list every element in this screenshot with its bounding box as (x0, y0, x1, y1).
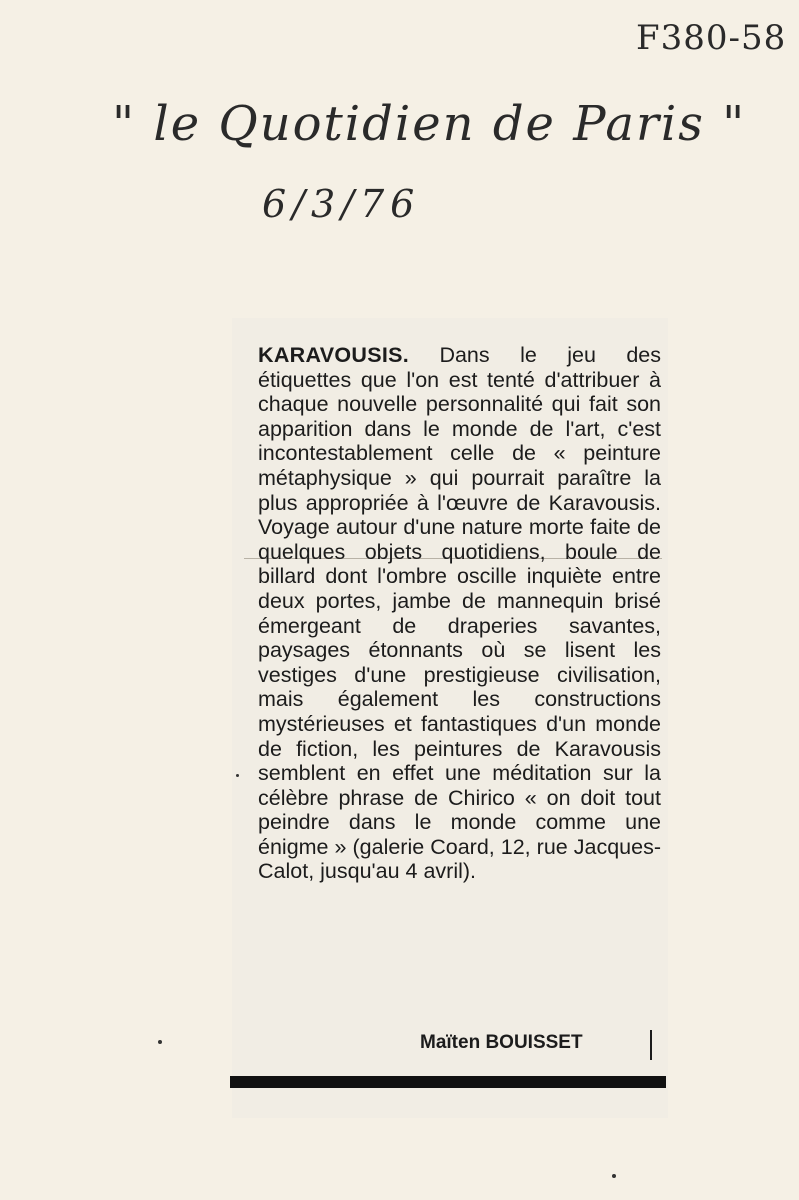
article-lead: KARAVOUSIS. (258, 343, 410, 367)
handwritten-date: 6/3/76 (262, 182, 421, 226)
byline-divider (650, 1030, 652, 1060)
speck-mark (158, 1040, 162, 1044)
speck-mark (612, 1174, 616, 1178)
clipping-bottom-rule (230, 1076, 666, 1088)
article-text (258, 343, 661, 884)
handwritten-source: " le Quotidien de Paris " (112, 96, 747, 152)
archive-reference: F380-58 (636, 18, 787, 58)
speck-mark (236, 774, 239, 777)
article-body: Dans le jeu des étiquettes que l'on est tenté d'attribuer à chaque nouvelle personnalité qui fait son apparition dans le monde de l'art, c'est incontestablement celle de « peinture métaphysique » qui pourrait paraître la plus appropriée à l'œuvre de Karavousis. Voyage autour d'une nature morte faite de quelques objets quotidiens, boule de billard dont l'ombre oscille inquiète entre deux portes, jambe de mannequin brisé émergeant de draperies savantes, paysages étonnants où se lisent les vestiges d'une prestigieuse civilisation, mais également les constructions mystérieuses et fantastiques d'un monde de fiction, les peintures de Karavousis semblent en effet une méditation sur la célèbre phrase de Chirico « on doit tout peindre dans le monde comme une énigme » (galerie Coard, 12, rue Jacques-Calot, jusqu'au 4 avril). (258, 343, 661, 884)
article-byline: Maïten BOUISSET (420, 1032, 583, 1053)
